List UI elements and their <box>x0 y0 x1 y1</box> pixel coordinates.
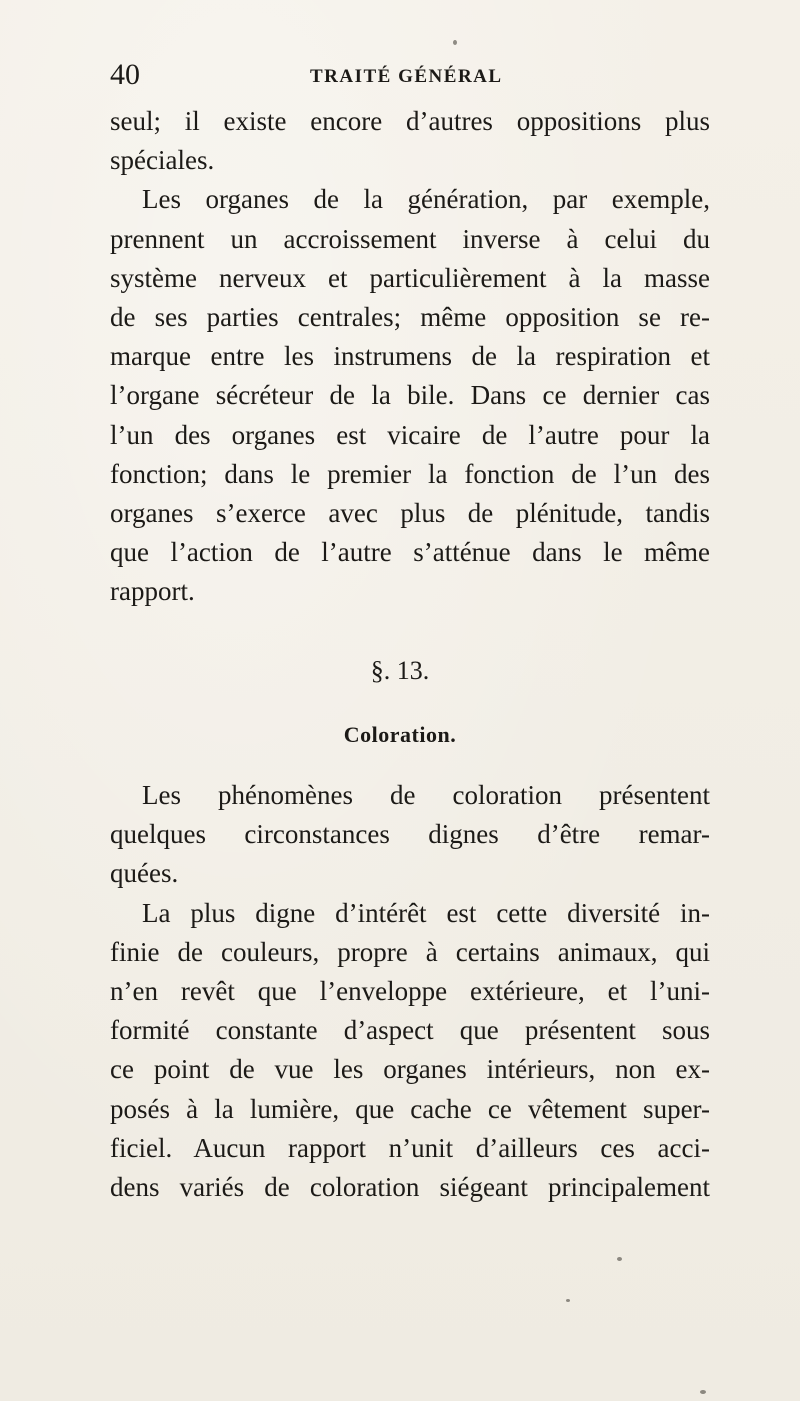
text-line: que l’action de l’autre s’atténue dans le même <box>110 537 710 568</box>
paragraph <box>110 894 710 1208</box>
text-line: posés à la lumière, que cache ce vêtement super- <box>110 1093 710 1124</box>
section-number: §. 13. <box>370 656 430 685</box>
text-line: seul; il existe encore d’autres oppositions plus <box>110 106 710 136</box>
paragraph <box>110 180 710 611</box>
paper-speck <box>700 1390 706 1394</box>
text-line: dens variés de coloration siégeant principalement <box>110 1172 710 1203</box>
text-line: finie de couleurs, propre à certains animaux, qui <box>110 936 710 967</box>
text-line: fonction; dans le premier la fonction de l’un des <box>110 458 710 489</box>
text-line: quelques circonstances dignes d’être remar- <box>110 819 710 850</box>
text-line: prennent un accroissement inverse à celui du <box>110 223 710 254</box>
paper-speck <box>566 1299 570 1302</box>
text-block-before-section <box>110 102 710 612</box>
paragraph <box>110 102 710 180</box>
text-block-after-section <box>110 776 710 1207</box>
text-line: ce point de vue les organes intérieurs, non ex- <box>110 1054 710 1085</box>
text-line: l’un des organes est vicaire de l’autre pour la <box>110 419 710 450</box>
text-line: de ses parties centrales; même opposition se re- <box>110 302 710 333</box>
text-line: rapport. <box>110 576 195 607</box>
text-line: marque entre les instrumens de la respiration et <box>110 341 710 372</box>
page-header <box>110 54 710 94</box>
text-line: organes s’exerce avec plus de plénitude, tandis <box>110 498 710 529</box>
text-line: spéciales. <box>110 145 215 176</box>
text-line: ficiel. Aucun rapport n’unit d’ailleurs ces acci- <box>110 1132 710 1163</box>
text-line: l’organe sécréteur de la bile. Dans ce dernier cas <box>110 380 710 411</box>
paper-speck <box>617 1257 622 1261</box>
text-line: quées. <box>110 858 179 889</box>
text-line: n’en revêt que l’enveloppe extérieure, et l’uni- <box>110 976 710 1007</box>
running-head: TRAITÉ GÉNÉRAL <box>310 66 503 87</box>
paragraph <box>110 776 710 894</box>
text-line: système nerveux et particulièrement à la masse <box>110 262 710 293</box>
paper-speck <box>453 40 457 45</box>
text-line: Les phénomènes de coloration présentent <box>142 780 710 810</box>
text-line: La plus digne d’intérêt est cette diversité in- <box>142 897 710 928</box>
page-number: 40 <box>110 58 140 91</box>
section-title: Coloration. <box>343 722 457 747</box>
text-line: formité constante d’aspect que présentent sous <box>110 1015 710 1046</box>
text-line: Les organes de la génération, par exemple, <box>142 184 710 215</box>
